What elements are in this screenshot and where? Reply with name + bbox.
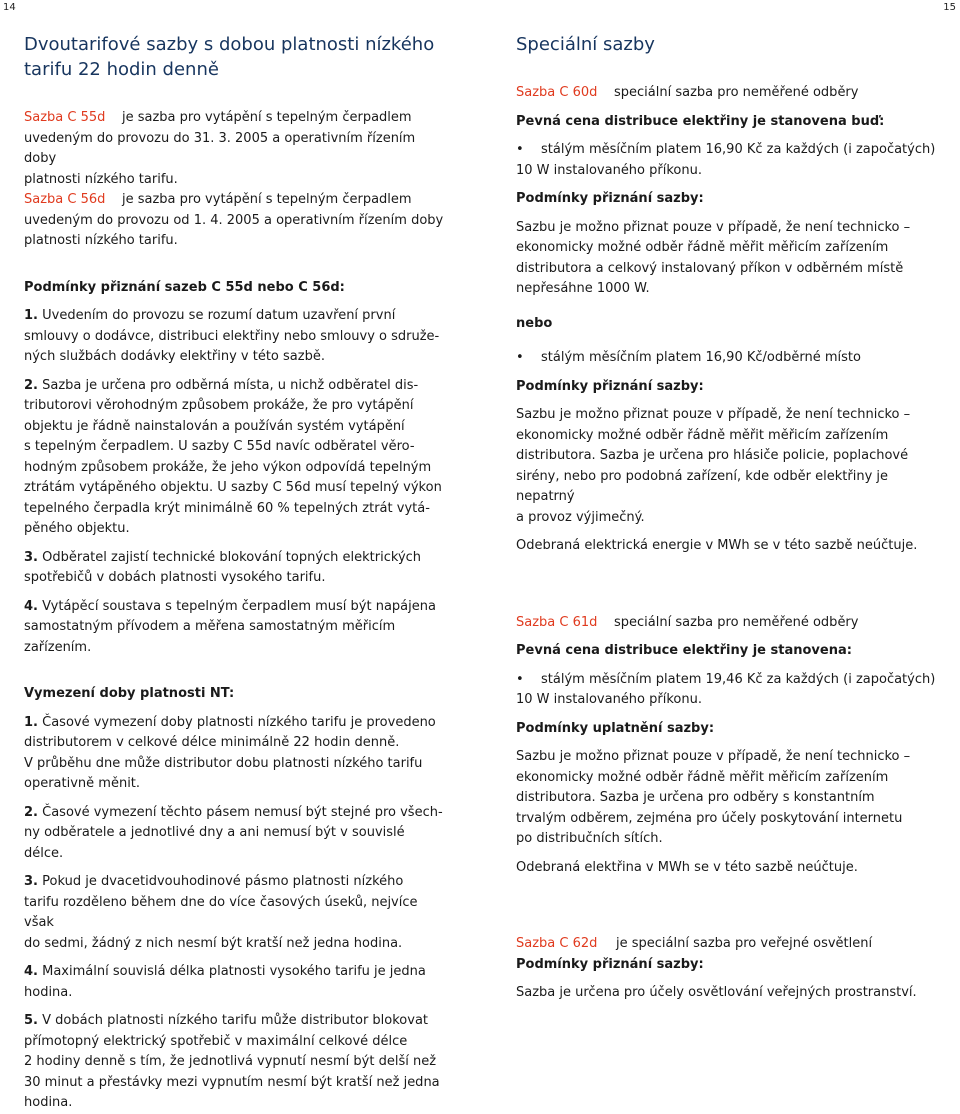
text-line: po distribučních sítích. — [516, 831, 663, 846]
item-line: objektu je řádně nainstalován a používán systém vytápění — [24, 418, 405, 434]
item-line: 10 W instalovaného příkonu. — [516, 162, 702, 178]
note: Odebraná elektrická energie v MWh se v této sazbě neúčtuje. — [516, 538, 918, 553]
item-line: V dobách platnosti nízkého tarifu může distributor blokovat — [42, 1013, 429, 1028]
item-line: s tepelným čerpadlem. U sazby C 55d navíc odběratel věro- — [24, 439, 415, 454]
price-list — [516, 140, 936, 161]
conditions-heading: Podmínky uplatnění sazby: — [516, 720, 715, 736]
item-line: přímotopný elektrický spotřebič v maximální celkové délce — [24, 1033, 408, 1049]
tariff-c56d-line: je sazba pro vytápění s tepelným čerpadlem — [122, 192, 412, 207]
text-line: ekonomicky možné odběr řádně měřit měřicím zařízením — [516, 427, 889, 443]
item-number: 3. — [24, 549, 38, 565]
tariff-c56d-line: platnosti nízkého tarifu. — [24, 233, 178, 248]
tariff-code-c56d: Sazba C 56d — [24, 192, 106, 207]
item-line: V průběhu dne může distributor dobu platnosti nízkého tarifu — [24, 755, 423, 771]
item-line: operativně měnit. — [24, 776, 141, 791]
item-line: hodina. — [24, 1095, 73, 1110]
item-line: ztrátám vytápěného objektu. U sazby C 56d musí tepelný výkon — [24, 480, 442, 495]
nt-item-5 — [24, 1011, 444, 1114]
conditions-heading: Podmínky přiznání sazby: — [516, 956, 704, 972]
tariff-description: speciální sazba pro neměřené odběry — [614, 85, 859, 100]
left-title-line-2: tarifu 22 hodin denně — [24, 59, 219, 80]
list-item — [516, 670, 936, 691]
tariff-code-c60d: Sazba C 60d — [516, 85, 598, 100]
text-line: Sazba je určena pro účely osvětlování veřejných prostranství. — [516, 985, 917, 1000]
condition-item-1 — [24, 306, 444, 368]
text-line: distributora. Sazba je určena pro odběry s konstantním — [516, 790, 875, 805]
tariff-c55d-line: uvedeným do provozu do 31. 3. 2005 a operativním řízením doby — [24, 130, 416, 166]
tariff-c55d-line: je sazba pro vytápění s tepelným čerpadlem — [122, 110, 412, 125]
nt-item-3 — [24, 872, 444, 954]
text-line: sirény, nebo pro podobná zařízení, kde odběr elektřiny je nepatrný — [516, 468, 889, 504]
item-line: stálým měsíčním platem 16,90 Kč za každých (i započatých) — [541, 142, 936, 157]
condition-item-2 — [24, 376, 444, 540]
text-line: distributora a celkový instalovaný příkon v odběrném místě — [516, 260, 904, 276]
item-number: 3. — [24, 874, 38, 889]
item-number: 4. — [24, 964, 38, 979]
nt-list — [24, 713, 444, 1114]
item-line: samostatným přívodem a měřena samostatným měřicím zařízením. — [24, 619, 396, 655]
item-line: 2 hodiny denně s tím, že jednotlivá vypnutí nesmí být delší než — [24, 1054, 437, 1069]
conditions-heading: Podmínky přiznání sazeb C 55d nebo C 56d: — [24, 279, 345, 295]
item-number: 5. — [24, 1013, 38, 1028]
tariff-c60d — [516, 83, 936, 557]
text-line: Sazbu je možno přiznat pouze v případě, že není technicko – — [516, 219, 911, 235]
nt-item-4 — [24, 962, 444, 1003]
tariff-c56d — [24, 190, 444, 252]
text-line: trvalým odběrem, zejména pro účely poskytování internetu — [516, 810, 903, 826]
text-line: nepřesáhne 1000 W. — [516, 281, 650, 296]
text-line: a provoz výjimečný. — [516, 509, 645, 525]
item-line: pěného objektu. — [24, 521, 130, 536]
page-number-right: 15 — [943, 2, 956, 13]
item-number: 4. — [24, 598, 38, 614]
item-line: stálým měsíčním platem 16,90 Kč/odběrné místo — [541, 350, 861, 365]
text-line: ekonomicky možné odběr řádně měřit měřicím zařízením — [516, 240, 889, 255]
nt-heading: Vymezení doby platnosti NT: — [24, 686, 235, 701]
item-line: smlouvy o dodávce, distribuci elektřiny nebo smlouvy o sdruže- — [24, 328, 440, 344]
text-line: Sazbu je možno přiznat pouze v případě, že není technicko – — [516, 749, 911, 764]
text-line: distributora. Sazba je určena pro hlásiče policie, poplachové — [516, 448, 909, 463]
condition-item-3 — [24, 548, 444, 589]
text-line: ekonomicky možné odběr řádně měřit měřicím zařízením — [516, 769, 889, 785]
item-line: Pokud je dvacetidvouhodinové pásmo platnosti nízkého — [42, 874, 404, 889]
price-heading: Pevná cena distribuce elektřiny je stanovena: — [516, 643, 852, 658]
item-line: tarifu rozděleno během dne do více časových úseků, nejvíce však — [24, 894, 418, 930]
tariff-c55d-line: platnosti nízkého tarifu. — [24, 171, 178, 187]
item-line: stálým měsíčním platem 19,46 Kč za každých (i započatých) — [541, 671, 936, 687]
item-line: distributorem v celkové délce minimálně 22 hodin denně. — [24, 735, 400, 750]
conditions-heading: Podmínky přiznání sazby: — [516, 191, 704, 206]
or-label: nebo — [516, 315, 553, 331]
price-list — [516, 670, 936, 691]
tariff-c61d — [516, 613, 936, 879]
tariff-code-c55d: Sazba C 55d — [24, 110, 106, 125]
item-number: 1. — [24, 714, 38, 730]
text-line: Sazbu je možno přiznat pouze v případě, že není technicko – — [516, 407, 911, 422]
item-line: hodina. — [24, 984, 73, 1000]
tariff-code-c61d: Sazba C 61d — [516, 614, 598, 630]
tariff-c62d — [516, 934, 936, 1004]
item-line: ny odběratele a jednotlivé dny a ani nemusí být v souvislé délce. — [24, 825, 405, 861]
item-number: 1. — [24, 308, 38, 323]
left-title — [24, 32, 444, 82]
item-line: Vytápěcí soustava s tepelným čerpadlem musí být napájena — [42, 598, 436, 614]
item-number: 2. — [24, 377, 38, 393]
item-line: ných službách dodávky elektřiny v této sazbě. — [24, 349, 325, 364]
conditions-heading: Podmínky přiznání sazby: — [516, 378, 704, 394]
right-column — [516, 32, 936, 1004]
price-list — [516, 348, 936, 369]
item-line: Maximální souvislá délka platnosti vysokého tarifu je jedna — [42, 964, 426, 979]
list-item — [516, 140, 936, 161]
left-title-line-1: Dvoutarifové sazby s dobou platnosti nízkého — [24, 34, 435, 55]
item-line: Časové vymezení doby platnosti nízkého tarifu je provedeno — [42, 714, 436, 730]
item-line: tributorovi věrohodným způsobem prokáže, že pro vytápění — [24, 398, 414, 413]
item-line: Odběratel zajistí technické blokování topných elektrických — [42, 549, 422, 565]
item-line: do sedmi, žádný z nich nesmí být kratší než jedna hodina. — [24, 935, 403, 951]
tariff-c56d-line: uvedeným do provozu od 1. 4. 2005 a operativním řízením doby — [24, 212, 444, 228]
item-line: 30 minut a přestávky mezi vypnutím nesmí být kratší než jedna — [24, 1074, 440, 1090]
conditions-list — [24, 306, 444, 658]
item-line: tepelného čerpadla krýt minimálně 60 % tepelných ztrát vytá- — [24, 500, 430, 516]
item-line: Uvedením do provozu se rozumí datum uzavření první — [42, 308, 396, 323]
tariff-c55d — [24, 108, 444, 190]
tariff-description: je speciální sazba pro veřejné osvětlení — [616, 936, 873, 951]
item-line: Sazba je určena pro odběrná místa, u nichž odběratel dis- — [42, 377, 419, 393]
condition-item-4 — [24, 597, 444, 659]
item-line: Časové vymezení těchto pásem nemusí být stejné pro všech- — [42, 804, 443, 820]
price-heading: Pevná cena distribuce elektřiny je stanovena buď: — [516, 113, 885, 129]
nt-item-1 — [24, 713, 444, 795]
nt-item-2 — [24, 803, 444, 865]
list-item — [516, 348, 936, 369]
item-line: hodným způsobem prokáže, že jeho výkon odpovídá tepelným — [24, 459, 432, 475]
item-line: 10 W instalovaného příkonu. — [516, 692, 702, 707]
tariff-description: speciální sazba pro neměřené odběry — [614, 614, 859, 630]
item-number: 2. — [24, 804, 38, 820]
right-title: Speciální sazby — [516, 34, 655, 55]
item-line: spotřebičů v dobách platnosti vysokého tarifu. — [24, 570, 326, 585]
tariff-code-c62d: Sazba C 62d — [516, 936, 598, 951]
page-number-left: 14 — [3, 2, 16, 13]
note: Odebraná elektřina v MWh se v této sazbě neúčtuje. — [516, 859, 858, 875]
left-column — [24, 32, 444, 1114]
